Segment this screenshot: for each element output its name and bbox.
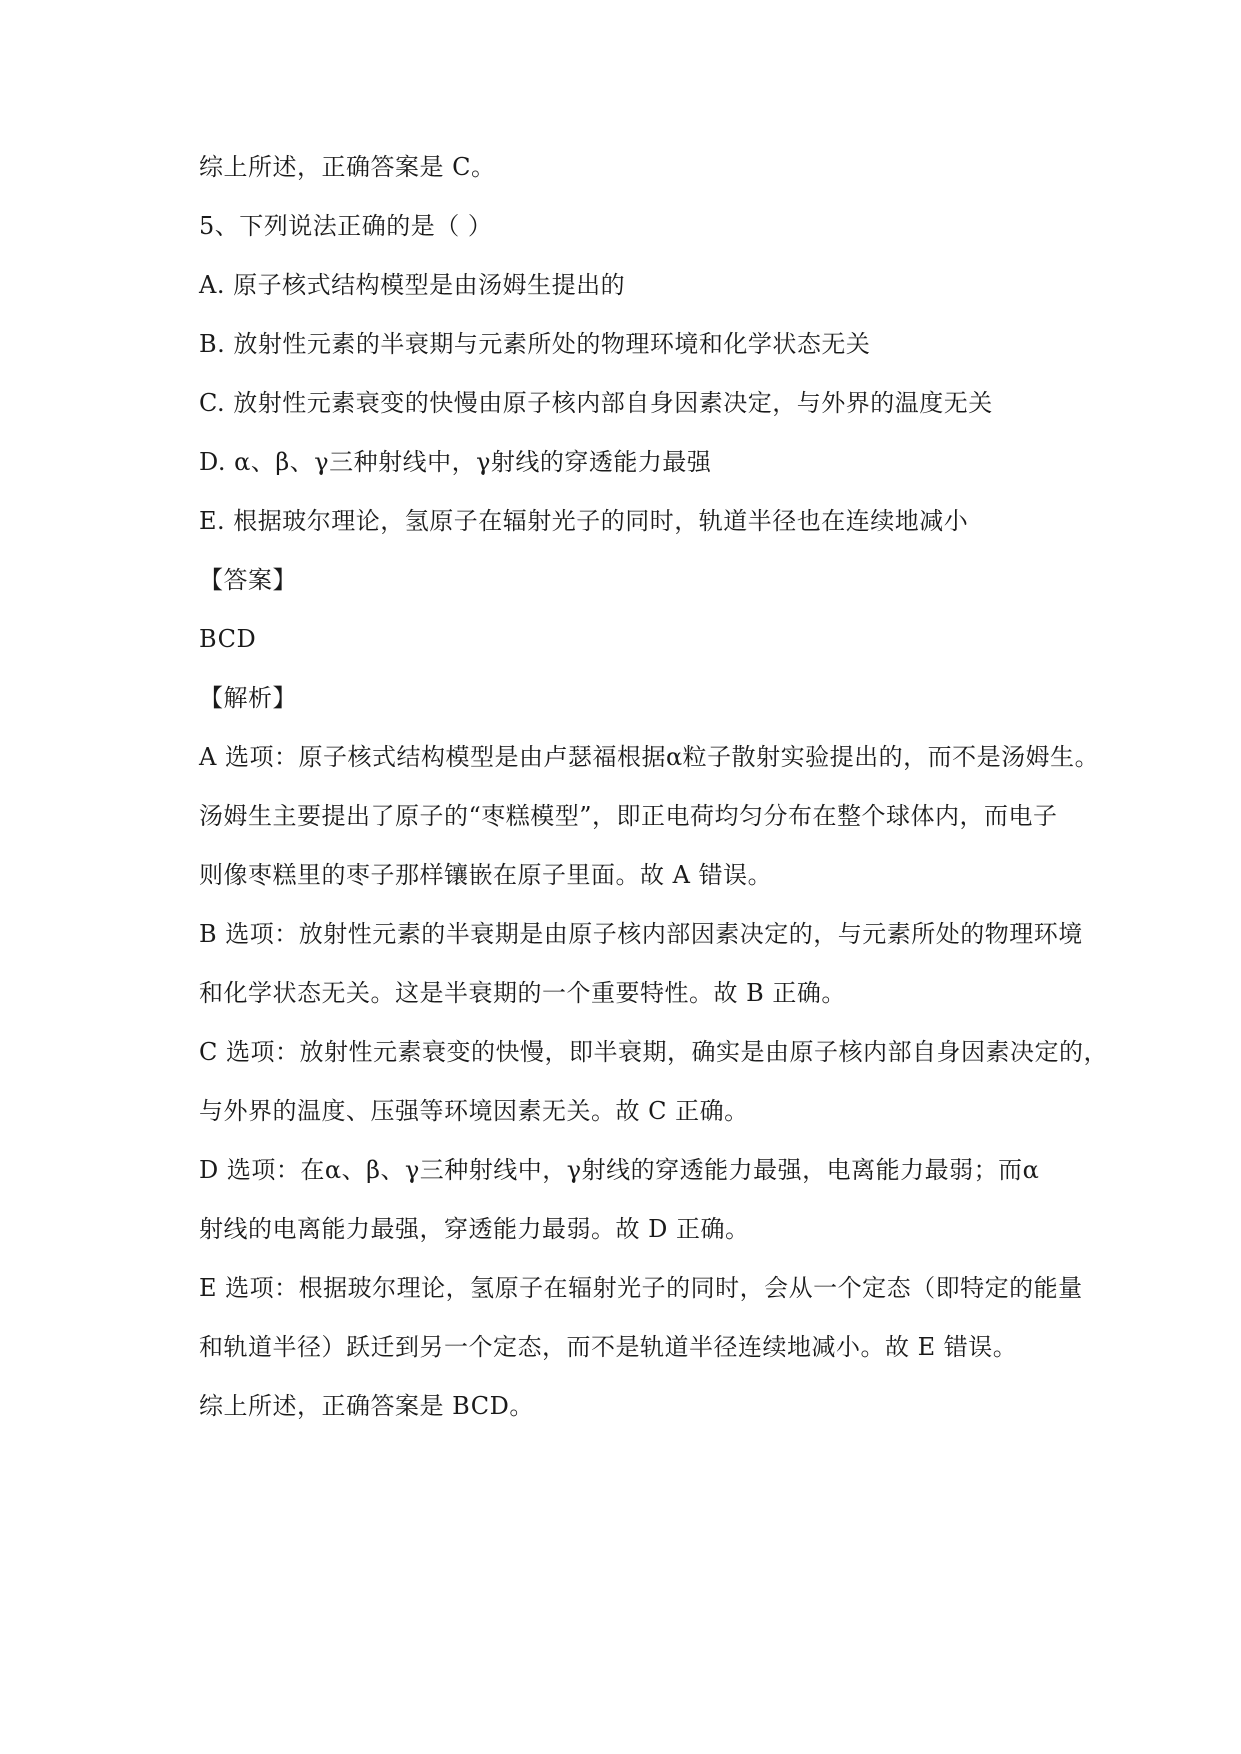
question-stem: 5、下列说法正确的是（ ） (199, 212, 493, 240)
analysis-line: 射线的电离能力最强，穿透能力最弱。故 D 正确。 (199, 1215, 750, 1243)
summary-previous-line: 综上所述，正确答案是 C。 (199, 153, 496, 181)
analysis-line: D 选项：在α、β、γ三种射线中，γ射线的穿透能力最强，电离能力最弱；而α (199, 1156, 1040, 1184)
analysis-line: 则像枣糕里的枣子那样镶嵌在原子里面。故 A 错误。 (199, 861, 773, 889)
analysis-heading: 【解析】 (199, 684, 297, 712)
option-e: E. 根据玻尔理论，氢原子在辐射光子的同时，轨道半径也在连续地减小 (199, 507, 969, 535)
answer-value: BCD (199, 625, 257, 653)
option-b: B. 放射性元素的半衰期与元素所处的物理环境和化学状态无关 (199, 330, 871, 358)
summary-line: 综上所述，正确答案是 BCD。 (199, 1392, 534, 1420)
analysis-line: 和轨道半径）跃迁到另一个定态，而不是轨道半径连续地减小。故 E 错误。 (199, 1333, 1018, 1361)
analysis-line: E 选项：根据玻尔理论，氢原子在辐射光子的同时，会从一个定态（即特定的能量 (199, 1274, 1083, 1302)
analysis-line: C 选项：放射性元素衰变的快慢，即半衰期，确实是由原子核内部自身因素决定的， (199, 1038, 1108, 1066)
analysis-line: A 选项：原子核式结构模型是由卢瑟福根据α粒子散射实验提出的，而不是汤姆生。 (199, 743, 1100, 771)
answer-heading: 【答案】 (199, 566, 297, 594)
analysis-line: B 选项：放射性元素的半衰期是由原子核内部因素决定的，与元素所处的物理环境 (199, 920, 1083, 948)
analysis-line: 与外界的温度、压强等环境因素无关。故 C 正确。 (199, 1097, 749, 1125)
option-d: D. α、β、γ三种射线中，γ射线的穿透能力最强 (199, 448, 712, 476)
option-a: A. 原子核式结构模型是由汤姆生提出的 (199, 271, 626, 299)
option-c: C. 放射性元素衰变的快慢由原子核内部自身因素决定，与外界的温度无关 (199, 389, 993, 417)
analysis-line: 汤姆生主要提出了原子的“枣糕模型”，即正电荷均匀分布在整个球体内，而电子 (199, 802, 1058, 830)
analysis-line: 和化学状态无关。这是半衰期的一个重要特性。故 B 正确。 (199, 979, 846, 1007)
